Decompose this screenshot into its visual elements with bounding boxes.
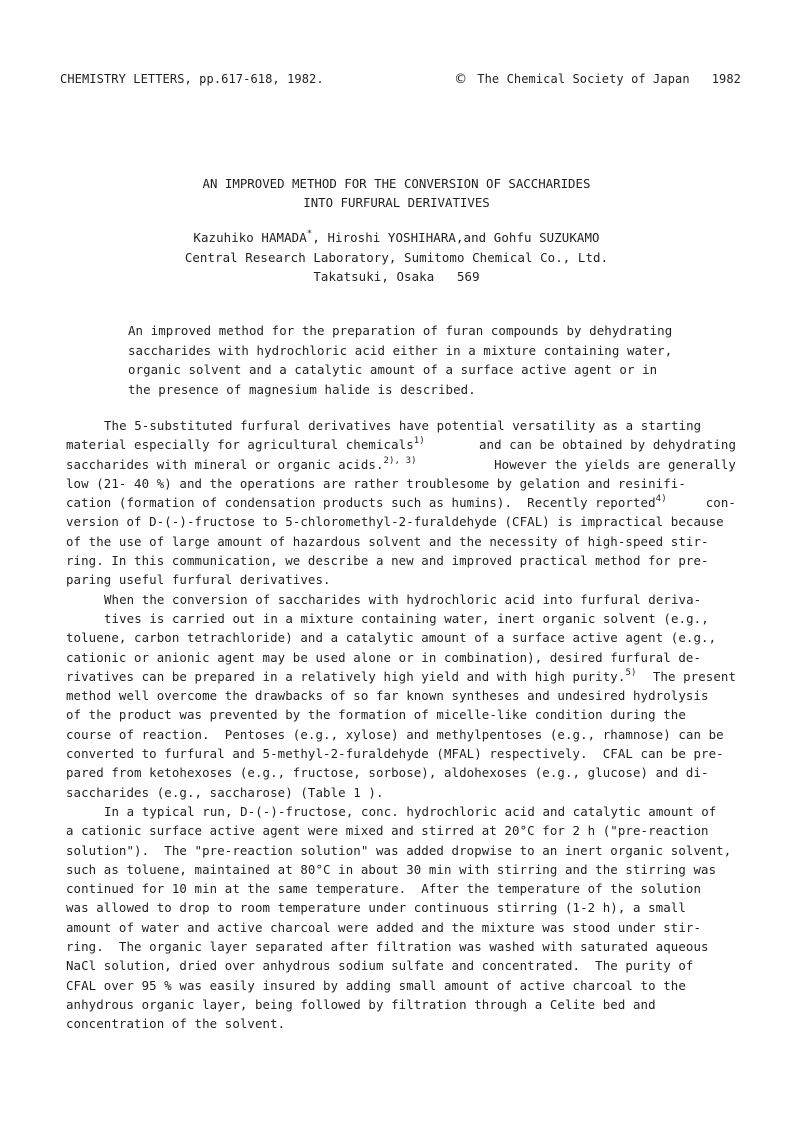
publisher-name: The Chemical Society of Japan bbox=[477, 72, 690, 86]
journal-citation: CHEMISTRY LETTERS, pp.617-618, 1982. bbox=[60, 72, 324, 86]
body-line: The 5-substituted furfural derivatives have potential versatility as a starting bbox=[104, 418, 702, 433]
body-line: was allowed to drop to room temperature under continuous stirring (1-2 h), a small bbox=[66, 900, 686, 916]
abstract-line: An improved method for the preparation of furan compounds by dehydrating bbox=[128, 323, 673, 338]
copyright-line bbox=[454, 72, 741, 87]
body-line: such as toluene, maintained at 80°C in about 30 min with stirring and the stirring was bbox=[66, 861, 717, 877]
body-line: cation (formation of condensation products such as humins). Recently reported$^{4)}$ con- bbox=[66, 494, 736, 511]
body-line: When the conversion of saccharides with hydrochloric acid into furfural deriva- bbox=[104, 591, 702, 607]
citation-ref: 2), 3) bbox=[383, 455, 417, 466]
body-line: paring useful furfural derivatives. bbox=[66, 572, 331, 588]
body-line: of the product was prevented by the formation of micelle-like condition during the bbox=[66, 707, 686, 723]
citation-ref: 5) bbox=[625, 667, 637, 678]
affiliation: Central Research Laboratory, Sumitomo Chemical Co., Ltd. bbox=[184, 249, 609, 265]
body-line: tives is carried out in a mixture containing water, inert organic solvent (e.g., bbox=[104, 610, 709, 626]
body-line: converted to furfural and 5-methyl-2-furaldehyde (MFAL) respectively. CFAL can be pre- bbox=[66, 746, 724, 762]
author-list bbox=[0, 228, 793, 248]
body-text bbox=[66, 416, 736, 1034]
other-authors: , Hiroshi YOSHIHARA,and Gohfu SUZUKAMO bbox=[312, 230, 600, 245]
paper-title bbox=[0, 174, 793, 212]
copyright-icon: © bbox=[454, 72, 468, 87]
body-line: amount of water and active charcoal were added and the mixture was stood under stir- bbox=[66, 919, 702, 935]
body-line: ring. The organic layer separated after filtration was washed with saturated aqueous bbox=[66, 939, 709, 955]
abstract-line: organic solvent and a catalytic amount of a surface active agent or in bbox=[128, 362, 658, 378]
body-line: version of D-(-)-fructose to 5-chloromethyl-2-furaldehyde (CFAL) is impractical because bbox=[66, 514, 724, 530]
body-line: method well overcome the drawbacks of so far known syntheses and undesired hydrolysis bbox=[66, 688, 709, 704]
body-line: pared from ketohexoses (e.g., fructose, sorbose), aldohexoses (e.g., glucose) and di- bbox=[66, 765, 709, 781]
abstract bbox=[128, 321, 728, 399]
author-block bbox=[0, 228, 793, 287]
body-line: ring. In this communication, we describe a new and improved practical method for pre- bbox=[66, 553, 709, 569]
address: Takatsuki, Osaka 569 bbox=[313, 269, 480, 284]
body-line: continued for 10 min at the same temperature. After the temperature of the solution bbox=[66, 881, 702, 897]
body-line: material especially for agricultural chemicals$^{1)}$ and can be obtained by dehydrating bbox=[66, 436, 736, 453]
corresponding-author-mark: * bbox=[306, 229, 313, 239]
abstract-line: saccharides with hydrochloric acid either in a mixture containing water, bbox=[128, 342, 673, 358]
body-line: solution"). The "pre-reaction solution" was added dropwise to an inert organic solvent, bbox=[66, 842, 732, 858]
body-line: concentration of the solvent. bbox=[66, 1016, 286, 1032]
citation-ref: 1) bbox=[413, 436, 425, 447]
body-line: of the use of large amount of hazardous solvent and the necessity of high-speed stir- bbox=[66, 533, 709, 549]
body-line: low (21- 40 %) and the operations are rather troublesome by gelation and resinifi- bbox=[66, 475, 686, 491]
title-line-2: INTO FURFURAL DERIVATIVES bbox=[303, 195, 490, 210]
body-line: toluene, carbon tetrachloride) and a catalytic amount of a surface active agent (e.g., bbox=[66, 630, 717, 646]
title-line-1: AN IMPROVED METHOD FOR THE CONVERSION OF SACCHARIDES bbox=[202, 176, 591, 191]
page-header bbox=[60, 72, 741, 88]
body-line: NaCl solution, dried over anhydrous sodium sulfate and concentrated. The purity of bbox=[66, 958, 694, 974]
body-line: cationic or anionic agent may be used alone or in combination), desired furfural de- bbox=[66, 649, 702, 665]
body-line: saccharides with mineral or organic acids.$^{2), 3)}$ However the yields are generally bbox=[66, 455, 736, 472]
body-line: CFAL over 95 % was easily insured by adding small amount of active charcoal to the bbox=[66, 977, 686, 993]
author-1: Kazuhiko HAMADA bbox=[193, 230, 307, 245]
body-line: anhydrous organic layer, being followed by filtration through a Celite bed and bbox=[66, 996, 656, 1012]
body-line: rivatives can be prepared in a relatively high yield and with high purity.$^{5)}$ The present bbox=[66, 667, 736, 684]
body-line: course of reaction. Pentoses (e.g., xylose) and methylpentoses (e.g., rhamnose) can be bbox=[66, 726, 724, 742]
publication-year: 1982 bbox=[711, 72, 741, 86]
body-line: a cationic surface active agent were mixed and stirred at 20°C for 2 h ("pre-reaction bbox=[66, 823, 709, 839]
abstract-line: the presence of magnesium halide is described. bbox=[128, 381, 476, 397]
body-line: In a typical run, D-(-)-fructose, conc. hydrochloric acid and catalytic amount of bbox=[104, 803, 717, 819]
citation-ref: 4) bbox=[655, 494, 667, 505]
body-line: saccharides (e.g., saccharose) (Table 1 ). bbox=[66, 784, 384, 800]
